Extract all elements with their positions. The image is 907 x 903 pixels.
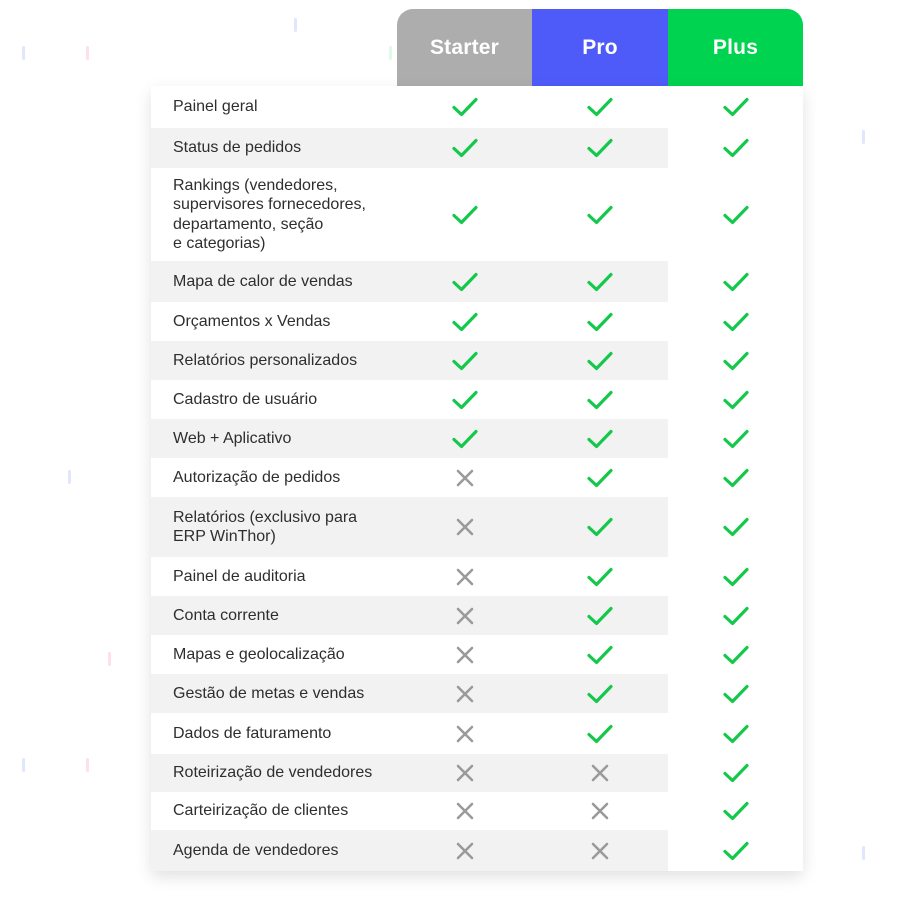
cross-icon	[591, 764, 609, 782]
availability-cell-starter	[397, 754, 532, 792]
check-icon	[587, 390, 613, 410]
availability-cell-starter	[397, 596, 532, 635]
availability-cell-starter	[397, 261, 532, 302]
availability-cell-starter	[397, 380, 532, 419]
availability-cell-pro	[532, 557, 668, 596]
feature-label: Agenda de vendedores	[151, 830, 397, 871]
check-icon	[723, 138, 749, 158]
decorative-dash	[108, 652, 111, 666]
availability-cell-plus	[668, 497, 803, 557]
cross-icon	[456, 607, 474, 625]
availability-cell-pro	[532, 713, 668, 754]
availability-cell-plus	[668, 302, 803, 341]
availability-cell-pro	[532, 128, 668, 168]
check-icon	[723, 468, 749, 488]
check-icon	[452, 312, 478, 332]
check-icon	[587, 645, 613, 665]
check-icon	[452, 97, 478, 117]
cross-icon	[456, 518, 474, 536]
feature-label: Relatórios (exclusivo para ERP WinThor)	[151, 497, 397, 557]
decorative-dash	[22, 46, 25, 60]
cross-icon	[591, 842, 609, 860]
check-icon	[452, 272, 478, 292]
availability-cell-starter	[397, 713, 532, 754]
plan-header-plus: Plus	[668, 9, 803, 86]
check-icon	[452, 429, 478, 449]
availability-cell-starter	[397, 674, 532, 713]
availability-cell-starter	[397, 419, 532, 458]
availability-cell-plus	[668, 792, 803, 830]
decorative-dash	[86, 46, 89, 60]
check-icon	[452, 351, 478, 371]
cross-icon	[456, 646, 474, 664]
availability-cell-starter	[397, 168, 532, 261]
availability-cell-plus	[668, 596, 803, 635]
availability-cell-starter	[397, 86, 532, 128]
availability-cell-plus	[668, 261, 803, 302]
availability-cell-plus	[668, 86, 803, 128]
check-icon	[587, 312, 613, 332]
check-icon	[723, 429, 749, 449]
table-row	[151, 419, 803, 458]
availability-cell-pro	[532, 635, 668, 674]
plan-header-starter: Starter	[397, 9, 532, 86]
check-icon	[587, 97, 613, 117]
table-row	[151, 713, 803, 754]
check-icon	[723, 97, 749, 117]
check-icon	[587, 272, 613, 292]
check-icon	[587, 517, 613, 537]
availability-cell-pro	[532, 261, 668, 302]
check-icon	[723, 763, 749, 783]
check-icon	[723, 390, 749, 410]
check-icon	[452, 205, 478, 225]
availability-cell-plus	[668, 341, 803, 380]
table-row	[151, 830, 803, 871]
check-icon	[587, 606, 613, 626]
cross-icon	[456, 469, 474, 487]
feature-label: Gestão de metas e vendas	[151, 674, 397, 713]
availability-cell-pro	[532, 458, 668, 497]
check-icon	[587, 205, 613, 225]
check-icon	[587, 567, 613, 587]
check-icon	[452, 138, 478, 158]
check-icon	[723, 841, 749, 861]
table-row	[151, 168, 803, 261]
cross-icon	[456, 802, 474, 820]
availability-cell-pro	[532, 380, 668, 419]
availability-cell-plus	[668, 380, 803, 419]
decorative-dash	[862, 846, 865, 860]
availability-cell-starter	[397, 830, 532, 871]
feature-label: Rankings (vendedores, supervisores fornecedores, departamento, seção e categorias)	[173, 176, 366, 252]
cross-icon	[456, 764, 474, 782]
feature-label: Mapas e geolocalização	[173, 645, 345, 663]
availability-cell-plus	[668, 713, 803, 754]
availability-cell-plus	[668, 674, 803, 713]
availability-cell-pro	[532, 792, 668, 830]
availability-cell-starter	[397, 128, 532, 168]
feature-label: Roteirização de vendedores	[151, 754, 397, 792]
check-icon	[723, 517, 749, 537]
availability-cell-plus	[668, 419, 803, 458]
check-icon	[587, 724, 613, 744]
feature-label: Painel geral	[173, 98, 258, 116]
availability-cell-pro	[532, 830, 668, 871]
cross-icon	[456, 725, 474, 743]
availability-cell-starter	[397, 458, 532, 497]
plan-headers	[397, 9, 803, 86]
check-icon	[723, 724, 749, 744]
feature-label: Autorização de pedidos	[173, 468, 341, 486]
availability-cell-starter	[397, 497, 532, 557]
table-row	[151, 674, 803, 713]
decorative-dash	[68, 470, 71, 484]
table-row	[151, 380, 803, 419]
comparison-table	[151, 86, 803, 871]
check-icon	[587, 138, 613, 158]
cross-icon	[456, 568, 474, 586]
feature-label: Relatórios personalizados	[151, 341, 397, 380]
check-icon	[587, 468, 613, 488]
decorative-dash	[389, 46, 392, 60]
check-icon	[723, 567, 749, 587]
availability-cell-pro	[532, 497, 668, 557]
availability-cell-starter	[397, 302, 532, 341]
feature-label: Dados de faturamento	[173, 724, 332, 742]
availability-cell-pro	[532, 86, 668, 128]
availability-cell-starter	[397, 557, 532, 596]
table-row	[151, 792, 803, 830]
feature-label: Mapa de calor de vendas	[151, 261, 397, 302]
table-row	[151, 302, 803, 341]
feature-label: Carteirização de clientes	[173, 802, 349, 820]
availability-cell-starter	[397, 792, 532, 830]
cross-icon	[456, 685, 474, 703]
table-row	[151, 497, 803, 557]
decorative-dash	[86, 758, 89, 772]
cross-icon	[591, 802, 609, 820]
feature-label: Conta corrente	[151, 596, 397, 635]
table-row	[151, 754, 803, 792]
availability-cell-pro	[532, 674, 668, 713]
availability-cell-plus	[668, 557, 803, 596]
table-row	[151, 86, 803, 128]
check-icon	[587, 351, 613, 371]
table-row	[151, 596, 803, 635]
check-icon	[723, 312, 749, 332]
table-row	[151, 341, 803, 380]
feature-label: Web + Aplicativo	[151, 419, 397, 458]
decorative-dash	[22, 758, 25, 772]
feature-label: Painel de auditoria	[173, 567, 306, 585]
cross-icon	[456, 842, 474, 860]
check-icon	[723, 801, 749, 821]
check-icon	[723, 684, 749, 704]
availability-cell-plus	[668, 458, 803, 497]
decorative-dash	[294, 18, 297, 32]
availability-cell-pro	[532, 419, 668, 458]
table-row	[151, 458, 803, 497]
availability-cell-starter	[397, 635, 532, 674]
check-icon	[723, 272, 749, 292]
feature-label: Status de pedidos	[151, 128, 397, 168]
availability-cell-pro	[532, 754, 668, 792]
check-icon	[723, 606, 749, 626]
check-icon	[587, 684, 613, 704]
table-row	[151, 635, 803, 674]
availability-cell-pro	[532, 302, 668, 341]
availability-cell-starter	[397, 341, 532, 380]
feature-label: Cadastro de usuário	[173, 390, 318, 408]
table-row	[151, 261, 803, 302]
table-row	[151, 557, 803, 596]
availability-cell-pro	[532, 596, 668, 635]
check-icon	[723, 205, 749, 225]
check-icon	[723, 351, 749, 371]
plan-header-pro: Pro	[532, 9, 668, 86]
feature-label: Orçamentos x Vendas	[173, 312, 331, 330]
availability-cell-plus	[668, 128, 803, 168]
decorative-dash	[862, 130, 865, 144]
check-icon	[723, 645, 749, 665]
availability-cell-plus	[668, 830, 803, 871]
table-row	[151, 128, 803, 168]
check-icon	[452, 390, 478, 410]
availability-cell-plus	[668, 754, 803, 792]
availability-cell-plus	[668, 635, 803, 674]
availability-cell-pro	[532, 168, 668, 261]
availability-cell-plus	[668, 168, 803, 261]
availability-cell-pro	[532, 341, 668, 380]
check-icon	[587, 429, 613, 449]
